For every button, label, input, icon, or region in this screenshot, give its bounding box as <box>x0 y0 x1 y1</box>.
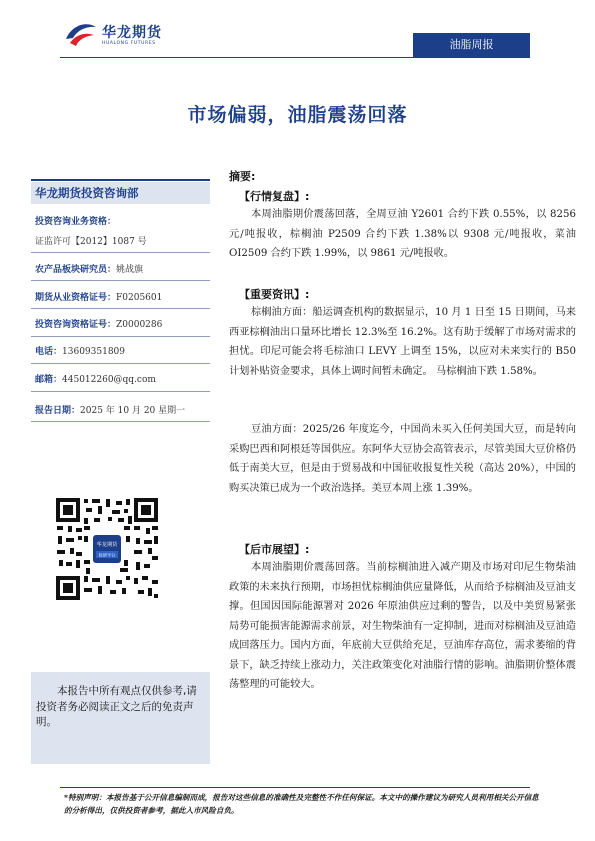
sidebar-field-researcher: 农产品板块研究员：姚战旗 <box>35 265 144 275</box>
footer-divider <box>60 787 530 788</box>
summary-label: 摘要: <box>229 170 256 183</box>
sidebar-divider <box>31 391 210 392</box>
sidebar-field-email: 邮箱：445012260@qq.com <box>35 375 156 385</box>
dragon-logo-icon <box>64 19 98 49</box>
brand-name-en: HUALONG FUTURES <box>102 41 156 46</box>
paragraph-outlook: 本周油脂期价震荡回落。当前棕榈油进入减产期及市场对印尼生物柴油政策的未来执行预期，市场担忧棕榈油供应量降低，从而给予棕榈油及豆油支撑。但国因国际能源署对 2026 年原油供应过剩的警告，以及中美贸易紧张局势可能损害能源需求前景，对生物柴油有一定抑制，进而对棕榈油及豆油造成回落压力。国内方面，年底前大豆供给充足，豆油库存高位，需求萎缩的背景下，缺乏持续上涨动力，关注政策变化对油脂行情的影响。油脂期价整体震荡整理的可能较大。 <box>229 562 576 690</box>
sidebar-divider <box>31 421 210 422</box>
sidebar-field-qualification: 投资咨询业务资格： <box>35 217 117 227</box>
footer-disclaimer: *特别声明：本报告基于公开信息编制而成，报告对这些信息的准确性及完整性不作任何保证。本文中的操作建议为研究人员利用相关公开信息的分析得出，仅供投资者参考，据此入市风险自负。 <box>64 793 539 815</box>
sidebar-field-date: 报告日期：2025 年 10 月 20 星期一 <box>35 406 186 416</box>
brand-logo <box>64 19 184 53</box>
sidebar-divider <box>31 363 210 364</box>
page-title: 市场偏弱，油脂震荡回落 <box>187 104 408 126</box>
sidebar-divider <box>31 252 210 253</box>
paragraph-market-review: 本周油脂期价震荡回落，全周豆油 Y2601 合约下跌 0.55%，以 8256 元/吨报收，棕榈油 P2509 合约下跌 1.38%以 9308 元/吨报收，菜油 OI2509 合约下跌 1.99%，以 9861 元/吨报收。 <box>229 209 576 259</box>
qr-logo-sub: 投研平台 <box>98 552 116 558</box>
section-heading-outlook: 【后市展望】: <box>239 543 310 556</box>
sidebar-field-phone: 电话：13609351809 <box>35 347 126 357</box>
paragraph-palm-oil: 棕榈油方面：船运调查机构的数据显示，10 月 1 日至 15 日期间，马来西亚棕榈油出口量环比增长 12.3%至 16.2%。这有助于缓解了市场对需求的担忧。印尼可能会将毛棕油口 LEVY 上调至 15%，以应对未来实行的 B50 计划补贴资金要求，具体上调时间暂未确定。 马棕榈油下跌 1.58%。 <box>229 307 576 377</box>
section-heading-market-review: 【行情复盘】: <box>239 190 310 203</box>
sidebar-top-rule <box>31 179 210 181</box>
sidebar-divider <box>31 336 210 337</box>
section-heading-key-news: 【重要资讯】: <box>239 288 310 301</box>
qr-code[interactable] <box>54 496 160 602</box>
sidebar-field-license: 证监许可【2012】1087 号 <box>35 237 147 247</box>
sidebar-divider <box>31 308 210 309</box>
header-divider <box>60 57 530 58</box>
sidebar-field-futures-cert: 期货从业资格证号：F0205601 <box>35 293 163 303</box>
sidebar-divider <box>31 280 210 281</box>
qr-logo-caption: 华龙期货 <box>96 542 118 548</box>
report-type: 油脂周报 <box>449 38 494 51</box>
department-name: 华龙期货投资咨询部 <box>31 182 210 204</box>
brand-name: 华龙期货 <box>102 25 162 41</box>
sidebar-field-advisory-cert: 投资咨询资格证号：Z0000286 <box>35 320 163 330</box>
disclaimer-text: 本报告中所有观点仅供参考,请投资者务必阅读正文之后的免责声明。 <box>36 685 197 728</box>
paragraph-soybean-oil: 豆油方面：2025/26 年度迄今，中国尚未买入任何美国大豆，而是转向采购巴西和阿根廷等国供应。东阿华大豆协会高管表示，尽管美国大豆价格仍低于南美大豆，但是由于贸易战和中国征收报复性关税（高达 20%），中国的购买决策已成为一个政治选择。美豆本周上涨 1.39%。 <box>229 424 576 494</box>
